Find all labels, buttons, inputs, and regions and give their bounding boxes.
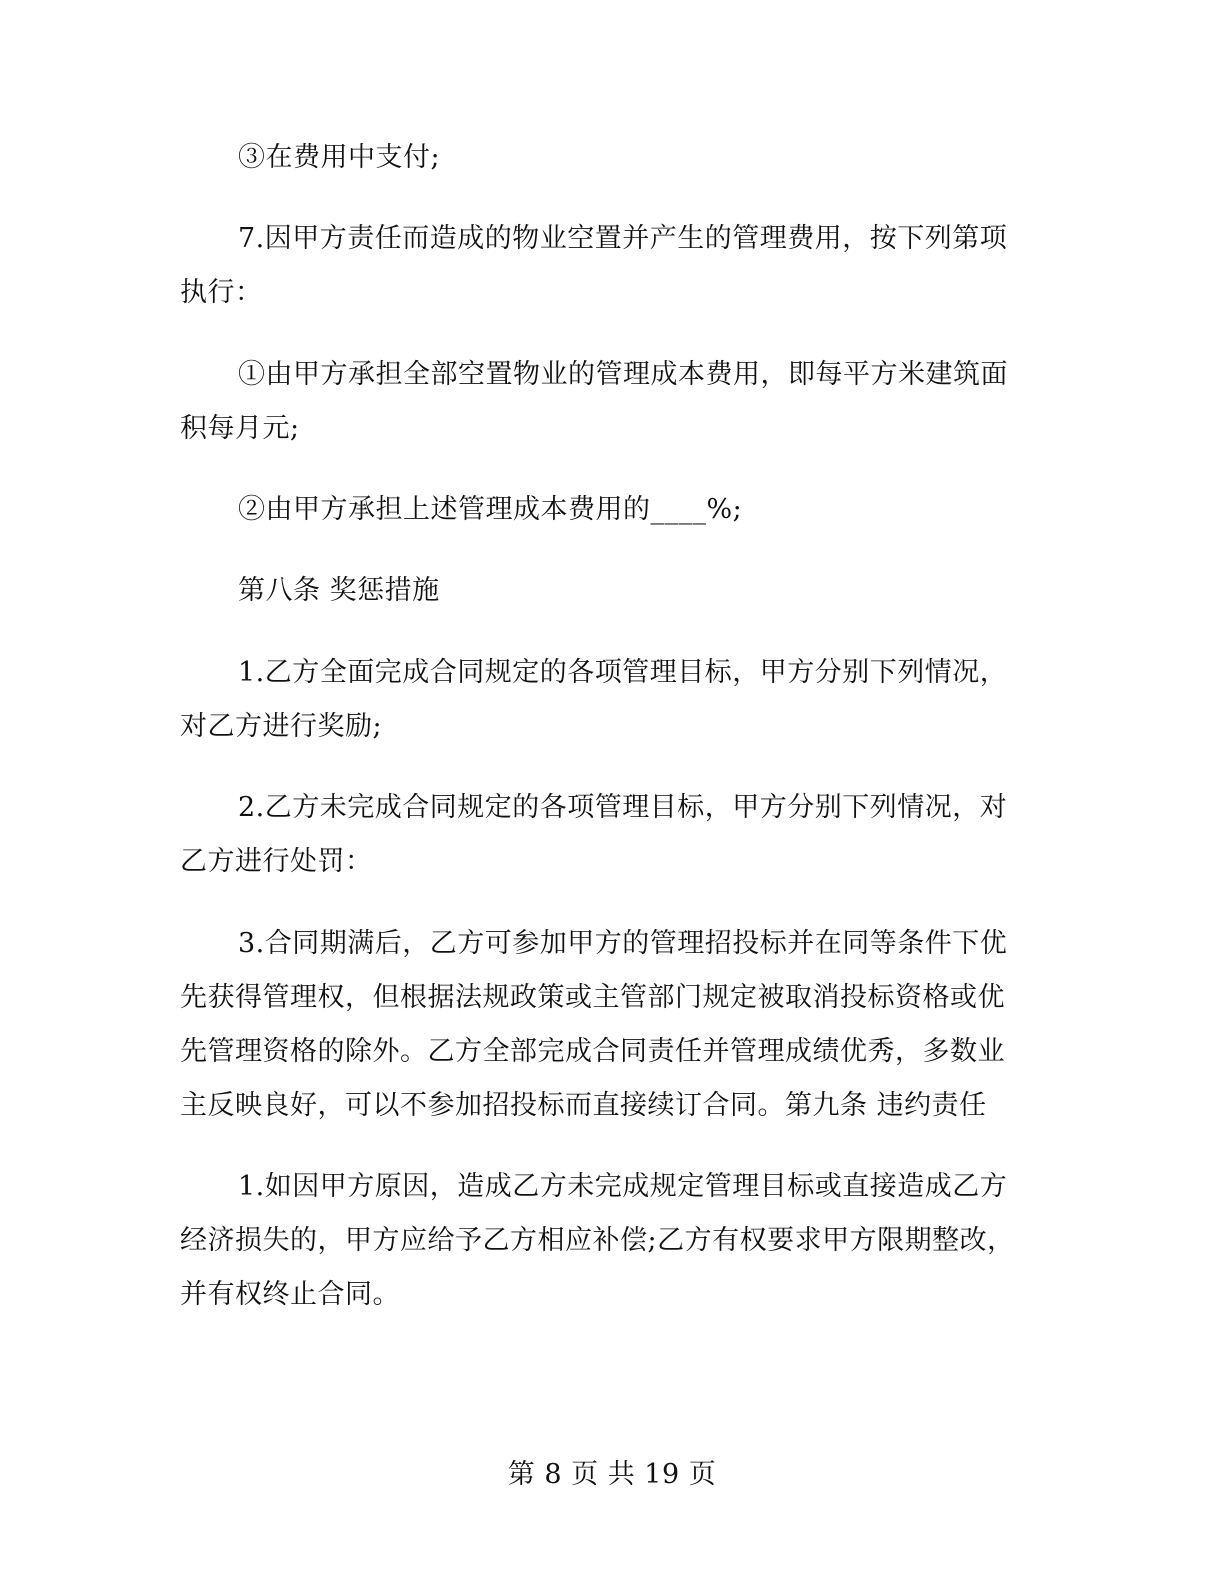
paragraph-option-2 — [180, 483, 1020, 537]
paragraph-clause-3-fee-payment — [180, 131, 1020, 185]
paragraph-text: ①由甲方承担全部空置物业的管理成本费用，即每平方米建筑面积每月元; — [180, 359, 1008, 444]
paragraph-text: 2.乙方未完成合同规定的各项管理目标，甲方分别下列情况，对乙方进行处罚： — [180, 792, 1008, 877]
page-footer: 第 8 页 共 19 页 — [507, 1459, 717, 1490]
heading-text: 第八条 奖惩措施 — [238, 575, 440, 606]
paragraph-reward-clause — [180, 646, 1020, 754]
paragraph-text: 3.合同期满后，乙方可参加甲方的管理招投标并在同等条件下优先获得管理权，但根据法规政策或主管部门规定被取消投标资格或优先管理资格的除外。乙方全部完成合同责任并管理成绩优秀，多数业主反映良好，可以不参加招投标而直接续订合同。第九条 违约责任 — [180, 928, 1008, 1121]
section-heading-article-8 — [180, 564, 1020, 618]
paragraph-breach-clause-1 — [180, 1160, 1020, 1322]
paragraph-text: ③在费用中支付; — [238, 142, 441, 173]
paragraph-clause-7-vacancy-fees — [180, 212, 1020, 320]
paragraph-text: 1.如因甲方原因，造成乙方未完成规定管理目标或直接造成乙方经济损失的，甲方应给予乙方相应补偿;乙方有权要求甲方限期整改，并有权终止合同。 — [180, 1171, 1015, 1310]
paragraph-text: 1.乙方全面完成合同规定的各项管理目标，甲方分别下列情况，对乙方进行奖励; — [180, 657, 1008, 742]
paragraph-text: ②由甲方承担上述管理成本费用的____%; — [238, 494, 743, 525]
paragraph-option-1 — [180, 348, 1020, 456]
paragraph-penalty-clause — [180, 781, 1020, 889]
paragraph-renewal-clause — [180, 917, 1020, 1133]
paragraph-text: 7.因甲方责任而造成的物业空置并产生的管理费用，按下列第项执行： — [180, 223, 1008, 308]
